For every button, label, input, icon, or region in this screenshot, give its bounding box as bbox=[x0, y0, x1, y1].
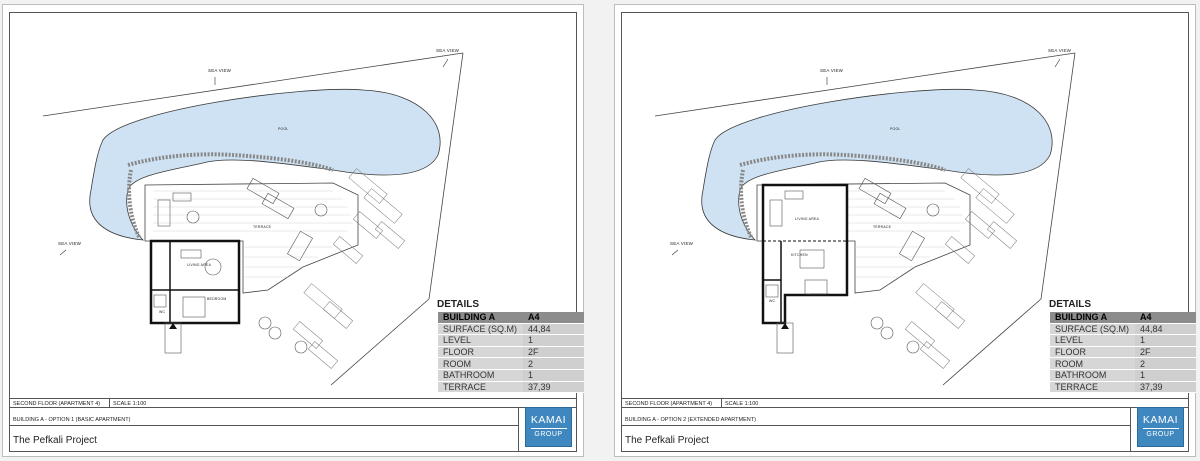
tree-symbol bbox=[269, 327, 281, 339]
details-value: 44,84 bbox=[1135, 323, 1196, 335]
details-value: 2F bbox=[1135, 346, 1196, 358]
titleblock-divider bbox=[9, 407, 577, 408]
logo-line-2: GROUP bbox=[534, 431, 563, 438]
sea-view-label: SEA VIEW bbox=[208, 68, 232, 73]
sea-view-label: SEA VIEW bbox=[436, 48, 460, 53]
titleblock-divider bbox=[9, 425, 518, 426]
logo-rule bbox=[531, 428, 567, 429]
tree-symbol bbox=[295, 341, 307, 353]
floor-label: SECOND FLOOR (APARTMENT 4) bbox=[13, 401, 101, 407]
option-label: BUILDING A - OPTION 1 (BASIC APARTMENT) bbox=[13, 417, 131, 423]
details-key: LEVEL bbox=[438, 335, 523, 347]
pool-label: POOL bbox=[278, 127, 289, 131]
kitchen-label: KITCHEN bbox=[791, 253, 808, 257]
tree-symbol bbox=[907, 341, 919, 353]
details-header-row bbox=[438, 312, 584, 323]
logo-rule bbox=[1143, 428, 1179, 429]
sea-view-arrow bbox=[443, 59, 448, 67]
details-row bbox=[438, 369, 584, 381]
sea-view-arrow bbox=[1055, 59, 1060, 67]
sea-view-arrow bbox=[60, 250, 66, 255]
details-row bbox=[438, 346, 584, 358]
project-title: The Pefkali Project bbox=[625, 435, 709, 446]
site-boundary-south bbox=[943, 299, 1041, 385]
titleblock-divider bbox=[621, 407, 1189, 408]
titleblock-divider bbox=[621, 398, 1189, 399]
project-title: The Pefkali Project bbox=[13, 435, 97, 446]
logo-line-1: KAMAI bbox=[530, 414, 567, 426]
details-row bbox=[1050, 358, 1196, 370]
details-title: DETAILS bbox=[437, 299, 480, 310]
details-row bbox=[438, 323, 584, 335]
details-row bbox=[1050, 346, 1196, 358]
details-value: 1 bbox=[1135, 335, 1196, 347]
details-key: ROOM bbox=[438, 358, 523, 370]
details-value: 2 bbox=[1135, 358, 1196, 370]
details-header-row bbox=[1050, 312, 1196, 323]
details-value: 1 bbox=[523, 335, 584, 347]
titleblock-divider bbox=[9, 398, 577, 399]
sea-view-label: SEA VIEW bbox=[670, 241, 694, 246]
tree-symbol bbox=[881, 327, 893, 339]
details-row bbox=[438, 335, 584, 347]
details-value: 44,84 bbox=[523, 323, 584, 335]
details-key: TERRACE bbox=[438, 381, 523, 393]
details-title: DETAILS bbox=[1049, 299, 1092, 310]
drawing-sheet-option-2 bbox=[614, 4, 1196, 457]
details-value: 2 bbox=[523, 358, 584, 370]
details-key: ROOM bbox=[1050, 358, 1135, 370]
sea-view-label: SEA VIEW bbox=[58, 241, 82, 246]
details-row bbox=[438, 358, 584, 370]
living-area-label: LIVING AREA bbox=[795, 217, 819, 221]
living-area-label: LIVING AREA bbox=[187, 263, 211, 267]
details-value: 37,39 bbox=[523, 381, 584, 393]
wc-label: WC bbox=[159, 310, 166, 314]
titleblock-separator bbox=[109, 398, 110, 407]
terrace-label: TERRACE bbox=[873, 225, 892, 229]
titleblock-separator bbox=[1130, 407, 1131, 452]
details-value: A4 bbox=[1135, 312, 1196, 323]
details-value: 2F bbox=[523, 346, 584, 358]
details-table bbox=[1050, 312, 1196, 393]
titleblock-divider bbox=[621, 425, 1130, 426]
details-key: TERRACE bbox=[1050, 381, 1135, 393]
site-boundary-east bbox=[1041, 53, 1075, 299]
details-value: 37,39 bbox=[1135, 381, 1196, 393]
details-row bbox=[1050, 323, 1196, 335]
site-boundary-east bbox=[429, 53, 463, 299]
pool-label: POOL bbox=[890, 127, 901, 131]
details-row bbox=[1050, 335, 1196, 347]
details-value: 1 bbox=[523, 369, 584, 381]
option-label: BUILDING A - OPTION 2 (EXTENDED APARTMENT) bbox=[625, 417, 756, 423]
sea-view-label: SEA VIEW bbox=[820, 68, 844, 73]
details-key: BATHROOM bbox=[1050, 369, 1135, 381]
logo-line-1: KAMAI bbox=[1142, 414, 1179, 426]
scale-label: SCALE 1:100 bbox=[725, 401, 759, 407]
drawing-sheet-option-1 bbox=[2, 4, 584, 457]
details-key: LEVEL bbox=[1050, 335, 1135, 347]
details-key: FLOOR bbox=[1050, 346, 1135, 358]
details-table bbox=[438, 312, 584, 393]
tree-symbol bbox=[871, 317, 883, 329]
bedroom-label: BEDROOM bbox=[811, 293, 831, 297]
details-key: BUILDING A bbox=[1050, 312, 1135, 323]
terrace-label: TERRACE bbox=[253, 225, 272, 229]
details-row bbox=[438, 381, 584, 393]
logo-line-2: GROUP bbox=[1146, 431, 1175, 438]
wc-label: WC bbox=[769, 299, 776, 303]
details-value: A4 bbox=[523, 312, 584, 323]
scale-label: SCALE 1:100 bbox=[113, 401, 147, 407]
details-key: BUILDING A bbox=[438, 312, 523, 323]
titleblock-separator bbox=[721, 398, 722, 407]
kamai-group-logo bbox=[1137, 407, 1184, 447]
tree-symbol bbox=[259, 317, 271, 329]
sea-view-label: SEA VIEW bbox=[1048, 48, 1072, 53]
titleblock-separator bbox=[518, 407, 519, 452]
details-row bbox=[1050, 369, 1196, 381]
details-key: SURFACE (SQ.M) bbox=[438, 323, 523, 335]
details-key: SURFACE (SQ.M) bbox=[1050, 323, 1135, 335]
floor-label: SECOND FLOOR (APARTMENT 4) bbox=[625, 401, 713, 407]
details-key: FLOOR bbox=[438, 346, 523, 358]
sea-view-arrow bbox=[672, 250, 678, 255]
details-row bbox=[1050, 381, 1196, 393]
site-boundary-south bbox=[331, 299, 429, 385]
details-value: 1 bbox=[1135, 369, 1196, 381]
details-key: BATHROOM bbox=[438, 369, 523, 381]
bedroom-label: BEDROOM bbox=[207, 297, 227, 301]
kamai-group-logo bbox=[525, 407, 572, 447]
